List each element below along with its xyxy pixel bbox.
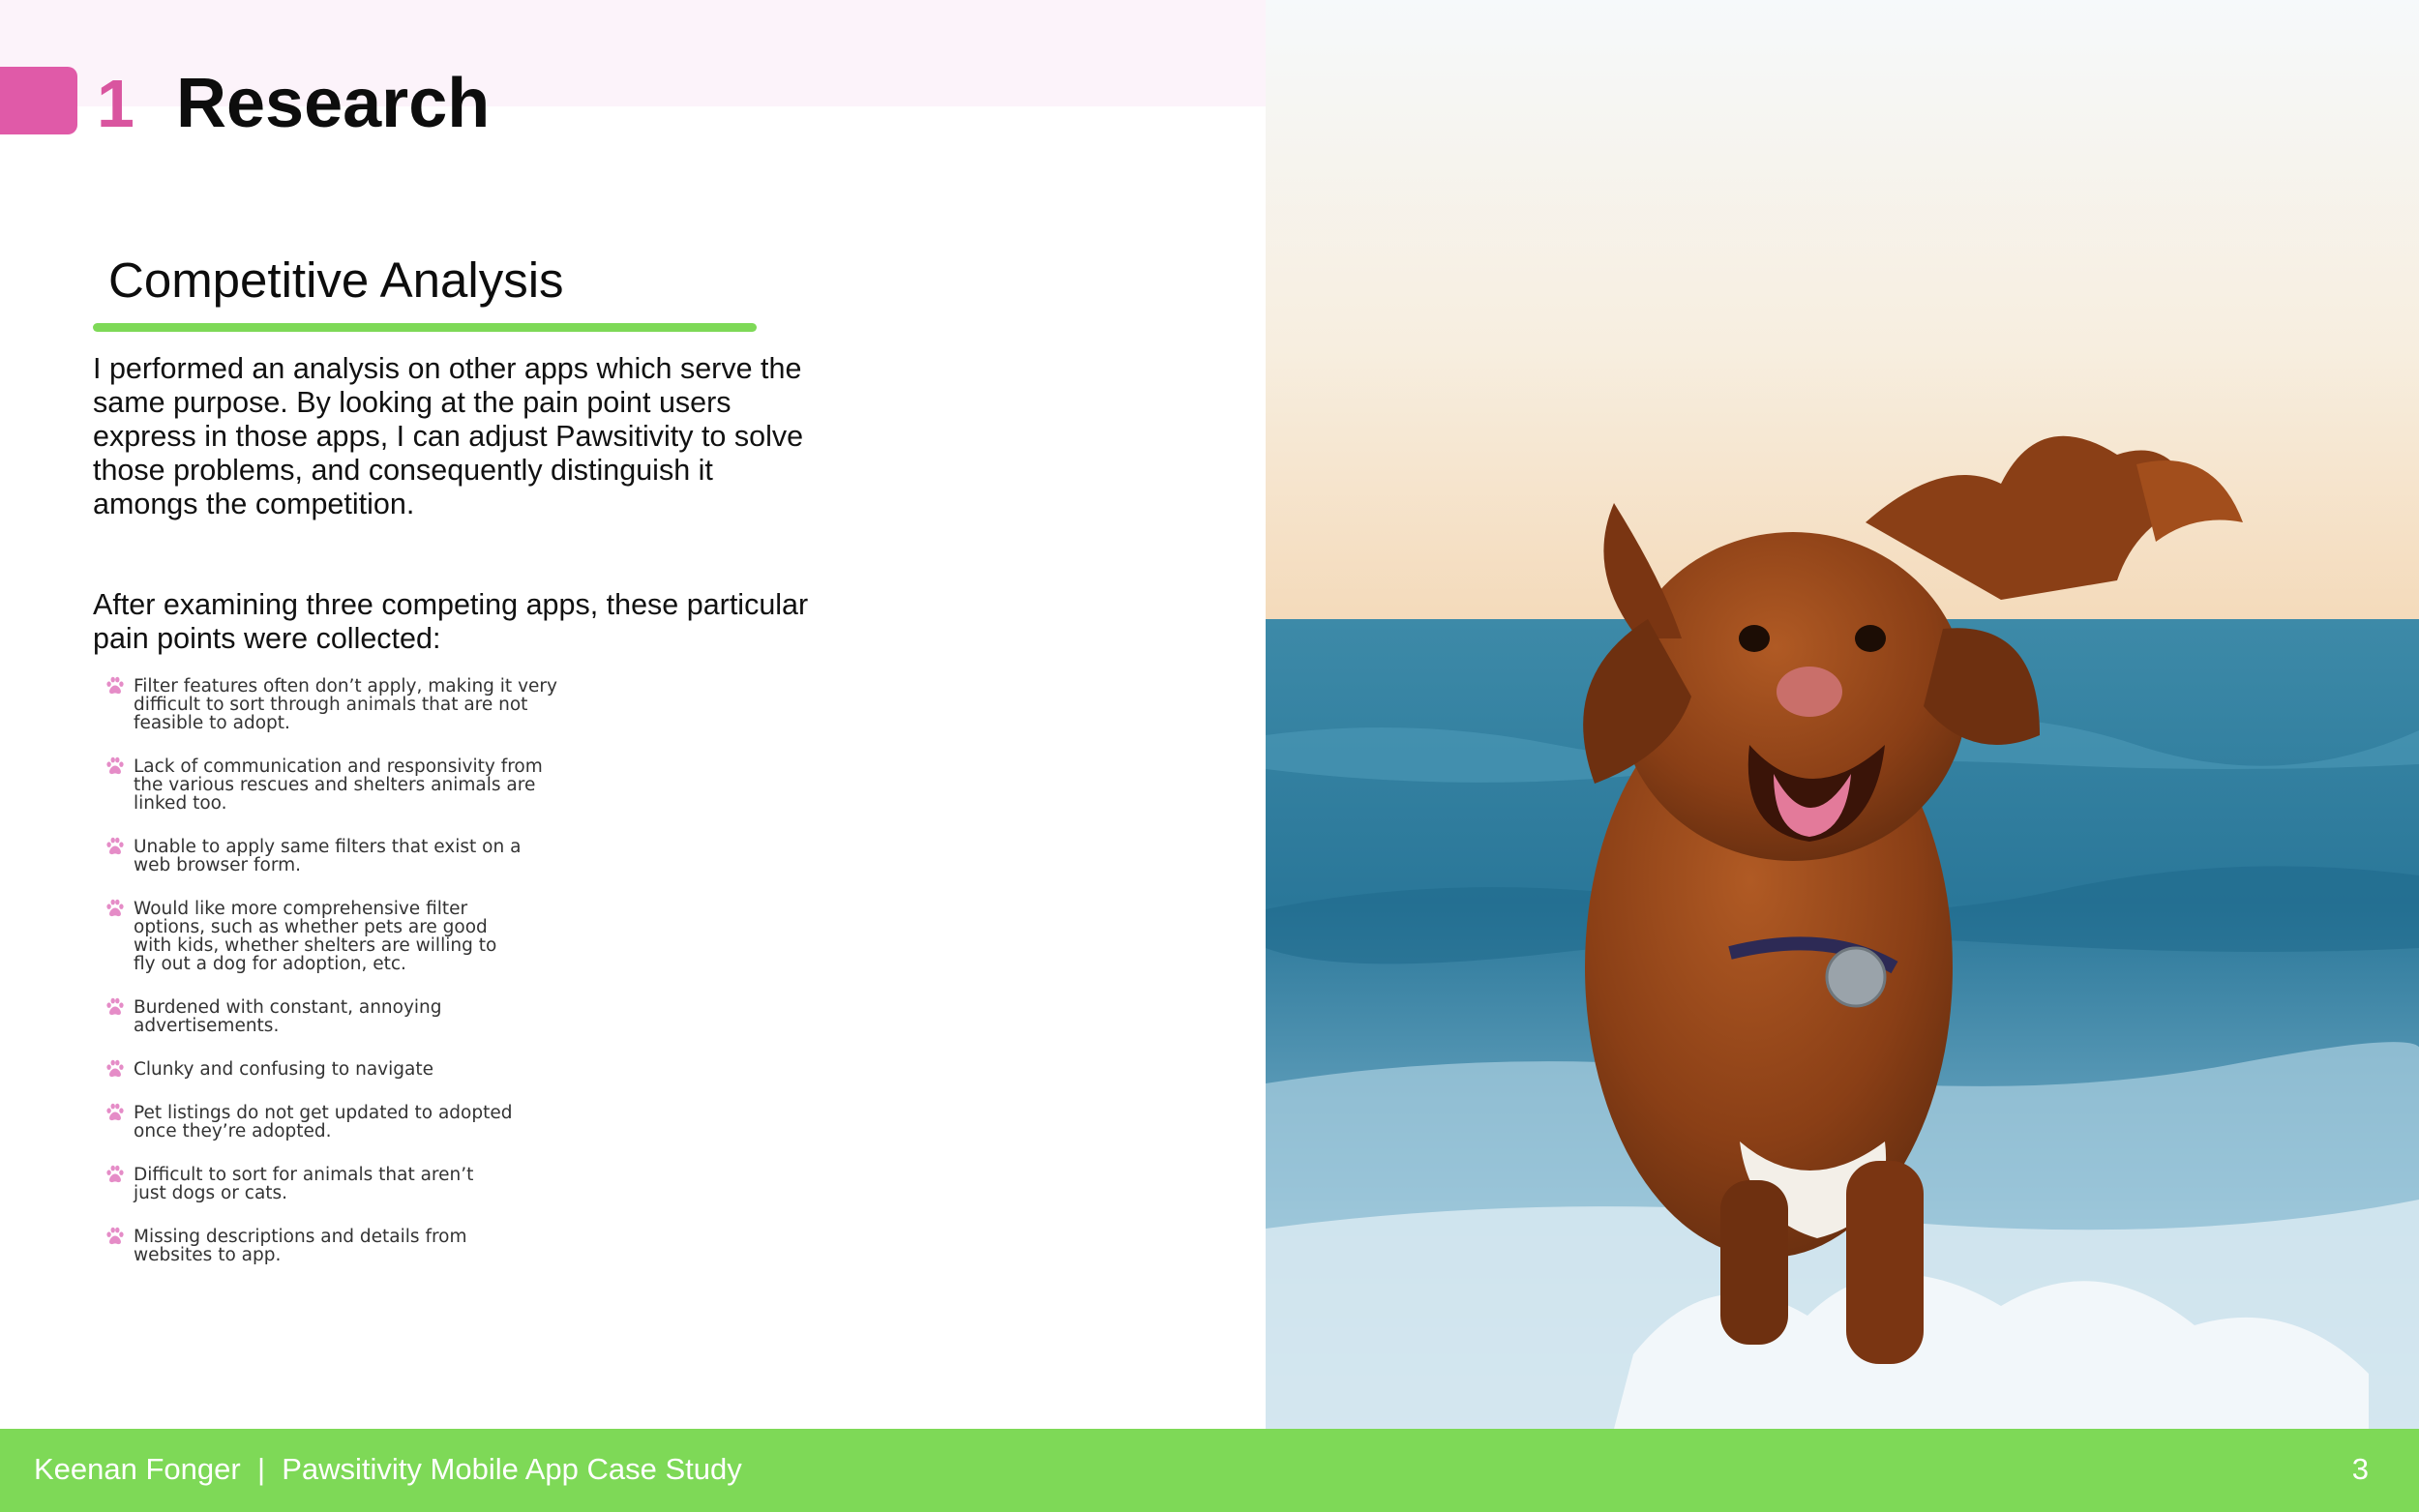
pain-points-intro: After examining three competing apps, these particular pain points were collected: (93, 588, 809, 655)
list-item (103, 1228, 492, 1264)
list-item (103, 1166, 492, 1202)
list-item (103, 1060, 559, 1079)
pain-point-text: Missing descriptions and details from websites to app. (134, 1227, 467, 1265)
pain-point-text: Lack of communication and responsivity from the various rescues and shelters animals are linked too. (134, 756, 543, 814)
pain-point-text: Burdened with constant, annoying advertisements. (134, 997, 442, 1036)
section-title: Research (176, 65, 491, 142)
paw-print-icon (105, 996, 126, 1018)
section-number: 1 (97, 66, 134, 141)
pain-point-text: Would like more comprehensive filter options, such as whether pets are good with kids, whether shelters are willing to fly out a dog for adoption, etc. (134, 899, 497, 974)
pain-point-text: Unable to apply same filters that exist on a web browser form. (134, 837, 522, 875)
pain-point-text: Difficult to sort for animals that aren’t just dogs or cats. (134, 1165, 474, 1203)
footer-bar (0, 1429, 2419, 1512)
paw-print-icon (105, 756, 126, 777)
list-item (103, 677, 559, 732)
list-item (103, 838, 559, 875)
title-underline (93, 323, 757, 332)
list-item (103, 1104, 559, 1141)
subsection-title: Competitive Analysis (108, 252, 564, 308)
list-item (103, 998, 559, 1035)
pain-point-text: Pet listings do not get updated to adopted once they’re adopted. (134, 1103, 513, 1141)
list-item (103, 900, 511, 973)
page-number: 3 (2351, 1452, 2369, 1486)
paw-print-icon (105, 675, 126, 697)
paw-print-icon (105, 898, 126, 919)
paw-print-icon (105, 836, 126, 857)
section-marker (0, 67, 77, 134)
pain-point-text: Clunky and confusing to navigate (134, 1059, 433, 1080)
paw-print-icon (105, 1226, 126, 1247)
dog-beach-photo (1266, 0, 2419, 1429)
list-item (103, 757, 559, 813)
pain-points-list (103, 677, 606, 1290)
paw-print-icon (105, 1058, 126, 1080)
paw-print-icon (105, 1164, 126, 1185)
intro-paragraph: I performed an analysis on other apps which serve the same purpose. By looking at the pain point users express in those apps, I can adjust Pawsitivity to solve those problems, and consequently distinguish it amongs the competition. (93, 352, 804, 520)
pain-point-text: Filter features often don’t apply, making it very difficult to sort through animals that are not feasible to adopt. (134, 676, 557, 733)
paw-print-icon (105, 1102, 126, 1123)
footer-credit: Keenan Fonger | Pawsitivity Mobile App Case Study (34, 1452, 742, 1486)
